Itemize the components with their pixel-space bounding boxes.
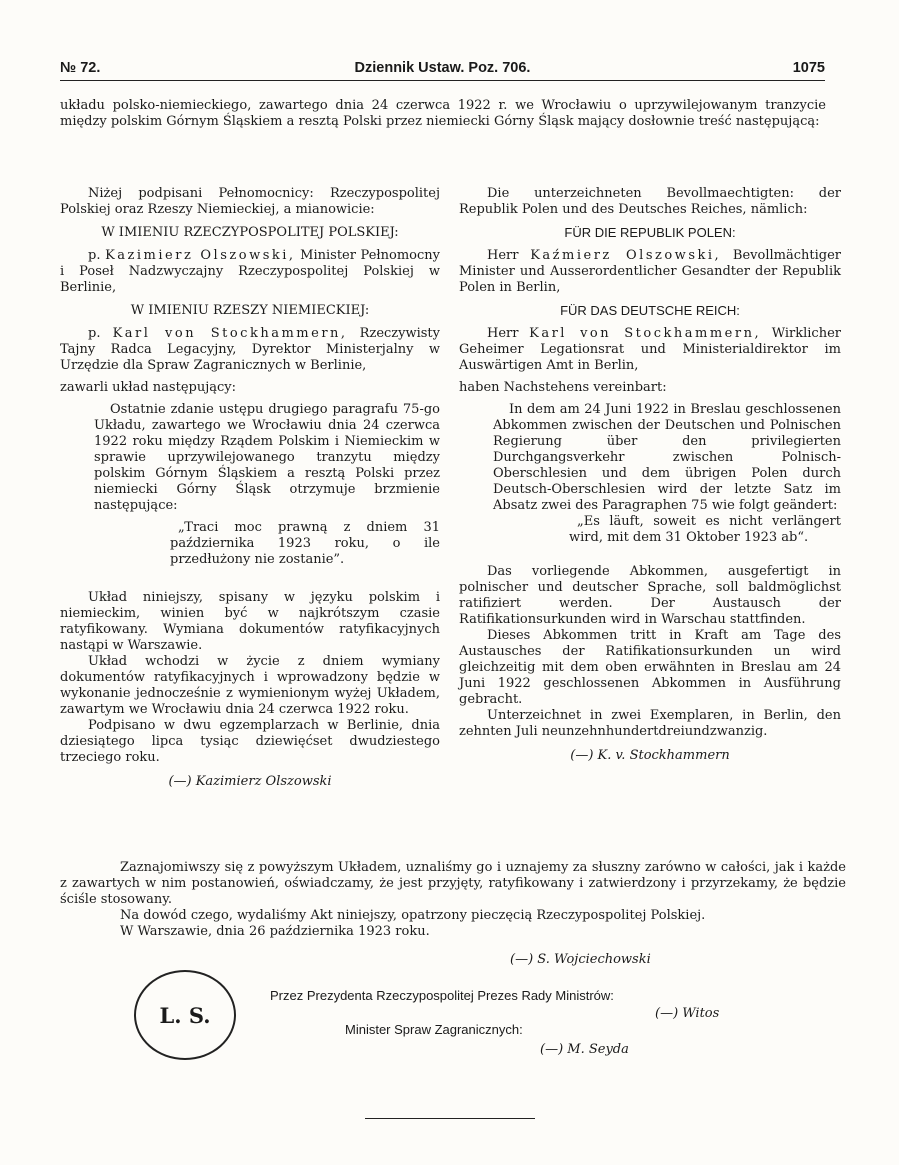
- seal-ls: L. S.: [134, 970, 236, 1060]
- pl-stockhammern-name: Karl von Stockhammern,: [112, 326, 348, 341]
- foreign-minister-label: Minister Spraw Zagranicznych:: [345, 1022, 523, 1037]
- ratification-seal-statement: Na dowód czego, wydaliśmy Akt niniejszy, opatrzony pieczęcią Rzeczypospolitej Polskiej.: [120, 908, 706, 923]
- pl-parties: Niżej podpisani Pełnomocnicy: Rzeczypospolitej Polskiej oraz Rzeszy Niemieckiej, a mianowicie:: [60, 186, 440, 217]
- de-olszowski-prefix: Herr: [487, 248, 531, 263]
- de-olszowski-name: Kaźmierz Olszowski,: [530, 248, 722, 263]
- polish-column: [60, 186, 440, 790]
- de-entry-into-force: Dieses Abkommen tritt in Kraft am Tage des Austausches der Ratifikationsurkunden un wird gleichzeitig mit dem oben erwähnten in Breslau am 24 Juni 1922 geschlossenen Abkommen in Ausführung gebracht.: [459, 628, 841, 707]
- de-signed: Unterzeichnet in zwei Exemplaren, in Berlin, den zehnten Juli neunzehnhundertdreiundzwanzig.: [459, 708, 841, 739]
- foreign-minister-signature: (—) M. Seyda: [540, 1042, 629, 1057]
- pl-signature: (—) Kazimierz Olszowski: [168, 774, 332, 789]
- pl-amendment: Ostatnie zdanie ustępu drugiego paragrafu 75-go Układu, zawartego we Wrocławiu dnia 24 czerwca 1922 roku między Rządem Polskim i Niemieckim w sprawie uprzywilejowanego tranzytu między polskim Górnym Śląskiem a resztą Polski przez niemiecki Górny Śląsk otrzymuje brzmienie następujące:: [94, 402, 440, 513]
- journal-title: Dziennik Ustaw. Poz. 706.: [354, 60, 531, 76]
- pl-ratification: Układ niniejszy, spisany w języku polskim i niemieckim, winien być w najkrótszym czasie ratyfikowany. Wymiana dokumentów ratyfikacyjnych nastąpi w Warszawie.: [60, 590, 440, 653]
- de-stockhammern-title: Wirklicher Geheimer Legationsrat und Ministerialdirektor im Auswärtigen Amt in Berlin,: [459, 326, 841, 373]
- de-agreed: haben Nachstehens vereinbart:: [459, 380, 667, 395]
- pl-gap: [60, 568, 440, 590]
- page-number: 1075: [792, 60, 825, 76]
- pl-heading-poland: W IMIENIU RZECZYPOSPOLITEJ POLSKIEJ:: [101, 225, 399, 240]
- pl-stockhammern-title: Rzeczywisty Tajny Radca Legacyjny, Dyrektor Ministerjalny w Urzędzie dla Spraw Zagranicznych w Berlinie,: [60, 326, 441, 373]
- de-heading-germany: FÜR DAS DEUTSCHE REICH:: [560, 303, 740, 318]
- prime-minister-label: Przez Prezydenta Rzeczypospolitej Prezes Rady Ministrów:: [270, 988, 614, 1003]
- de-quote: „Es läuft, soweit es nicht verlängert wird, mit dem 31 Oktober 1923 ab“.: [569, 514, 841, 545]
- de-amendment: In dem am 24 Juni 1922 in Breslau geschlossenen Abkommen zwischen der Deutschen und Polnischen Regierung über den privilegierten Durchgangsverkehr zwischen Polnisch-Oberschlesien und dem übrigen Polen durch Deutsch-Oberschlesien wird der letzte Satz im Absatz zwei des Paragraphen 75 wie folgt geändert:: [493, 402, 841, 513]
- pl-agreed: zawarli układ następujący:: [60, 380, 237, 395]
- header-rule: [60, 80, 825, 81]
- de-signature: (—) K. v. Stockhammern: [570, 748, 730, 763]
- german-column: [459, 186, 841, 764]
- de-olszowski: [459, 248, 841, 296]
- ratification-block: [60, 860, 846, 940]
- de-ratification: Das vorliegende Abkommen, ausgefertigt in polnischer und deutscher Sprache, soll baldmöglichst ratifiziert werden. Der Austausch der Ratifikationsurkunden wird in Warschau stattfinden.: [459, 564, 841, 627]
- pl-olszowski-name: Kazimierz Olszowski,: [105, 248, 296, 263]
- pl-stockhammern-prefix: p.: [88, 326, 113, 341]
- de-heading-poland: FÜR DIE REPUBLIK POLEN:: [564, 225, 736, 240]
- de-stockhammern: [459, 326, 841, 374]
- de-parties: Die unterzeichneten Bevollmaechtigten: der Republik Polen und des Deutsches Reiches, nämlich:: [459, 186, 841, 217]
- pl-signed: Podpisano w dwu egzemplarzach w Berlinie, dnia dziesiątego lipca tysiąc dziewięćset dwudziestego trzeciego roku.: [60, 718, 440, 765]
- de-gap: [459, 546, 841, 564]
- de-stockhammern-name: Karl von Stockhammern,: [529, 326, 762, 341]
- ratification-place-date: W Warszawie, dnia 26 października 1923 roku.: [120, 924, 430, 939]
- de-stockhammern-prefix: Herr: [487, 326, 530, 341]
- pl-quote: „Traci moc prawną z dniem 31 października 1923 roku, o ile przedłużony nie zostanie”.: [170, 520, 440, 567]
- pl-olszowski-title: Minister Pełnomocny i Poseł Nadzwyczajny Rzeczypospolitej Polskiej w Berlinie,: [60, 248, 440, 295]
- issue-number: № 72.: [60, 60, 101, 76]
- intro-paragraph: układu polsko-niemieckiego, zawartego dnia 24 czerwca 1922 r. we Wrocławiu o uprzywilejowanym tranzycie między polskim Górnym Śląskiem a resztą Polski przez niemiecki Górny Śląsk mający dosłownie treść następującą:: [60, 98, 826, 129]
- president-signature: (—) S. Wojciechowski: [510, 952, 651, 967]
- ratification-statement: Zaznajomiwszy się z powyższym Układem, uznaliśmy go i uznajemy za słuszny zarówno w całości, jak i każde z zawartych w nim postanowień, oświadczamy, że jest przyjęty, ratyfikowany i zatwierdzony i przyrzekamy, że będzie ściśle stosowany.: [60, 860, 846, 907]
- page-header: [60, 60, 825, 82]
- pl-stockhammern: [60, 326, 440, 374]
- prime-minister-signature: (—) Witos: [655, 1006, 720, 1021]
- pl-olszowski-prefix: p.: [88, 248, 106, 263]
- de-olszowski-title: Bevollmächtiger Minister und Ausserordentlicher Gesandter der Republik Polen in Berlin,: [459, 248, 841, 295]
- footer-rule: [365, 1118, 535, 1119]
- pl-entry-into-force: Układ wchodzi w życie z dniem wymiany dokumentów ratyfikacyjnych i wprowadzony będzie w wykonanie jednocześnie z wymienionym wyżej Układem, zawartym we Wrocławiu dnia 24 czerwca 1922 roku.: [60, 654, 440, 717]
- pl-olszowski: [60, 248, 440, 296]
- pl-heading-germany: W IMIENIU RZESZY NIEMIECKIEJ:: [130, 303, 370, 318]
